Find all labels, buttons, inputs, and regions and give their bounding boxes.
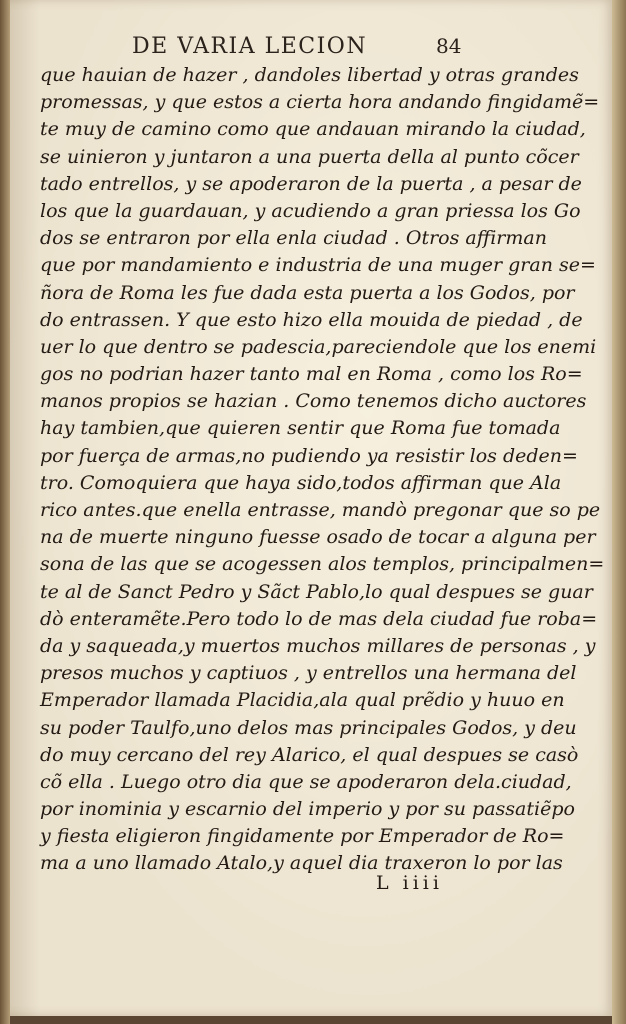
body-text xyxy=(40,62,605,878)
text-line: que hauian de hazer , dandoles libertad y otras grandes xyxy=(40,64,579,86)
text-line: se uinieron y juntaron a una puerta della al punto cõcer xyxy=(40,145,579,168)
text-line: na de muerte ninguno fuesse osado de tocar a alguna per xyxy=(40,526,596,549)
text-line: promessas, y que estos a cierta hora andando fingidamẽ= xyxy=(40,91,600,114)
text-line: ñora de Roma les fue dada esta puerta a los Godos, por xyxy=(40,281,575,304)
page-edge xyxy=(612,0,626,1024)
text-line: por inominia y escarnio del imperio y por su passatiẽpo xyxy=(40,798,575,821)
text-line: te al de Sanct Pedro y Sãct Pablo,lo qual despues se guar xyxy=(40,580,593,603)
text-line: y fiesta eligieron fingidamente por Emperador de Ro= xyxy=(40,825,565,848)
text-line: sona de las que se acogessen alos templos, principalmen= xyxy=(40,553,605,576)
text-line: presos muchos y captiuos , y entrellos una hermana del xyxy=(40,662,577,685)
page-number: 84 xyxy=(436,34,462,58)
text-line: tado entrellos, y se apoderaron de la puerta , a pesar de xyxy=(40,172,582,195)
text-line: do entrassen. Y que esto hizo ella mouida de piedad , de xyxy=(40,308,583,331)
text-line: ma a uno llamado Atalo,y aquel dia traxeron lo por las xyxy=(40,852,563,875)
text-line: que por mandamiento e industria de una muger gran se= xyxy=(40,254,596,277)
text-line: Emperador llamada Placidia,ala qual prẽdio y huuo en xyxy=(40,689,565,712)
text-line: do muy cercano del rey Alarico, el qual despues se casò xyxy=(40,743,579,766)
text-line: cõ ella . Luego otro dia que se apoderaron dela.ciudad, xyxy=(40,770,572,793)
text-line: tro. Comoquiera que haya sido,todos affirman que Ala xyxy=(40,471,562,494)
text-line: te muy de camino como que andauan mirando la ciudad, xyxy=(40,118,586,141)
text-line: los que la guardauan, y acudiendo a gran priessa los Go xyxy=(40,199,581,222)
text-line: manos propios se hazian . Como tenemos dicho auctores xyxy=(40,390,587,413)
text-line: gos no podrian hazer tanto mal en Roma , como los Ro= xyxy=(40,363,583,386)
text-line: hay tambien,que quieren sentir que Roma fue tomada xyxy=(40,417,561,440)
text-line: dos se entraron por ella enla ciudad . Otros affirman xyxy=(40,227,547,250)
text-line: rico antes.que enella entrasse, mandò pregonar que so pe xyxy=(40,499,601,521)
running-head: DE VARIA LECION xyxy=(132,34,368,59)
page-header xyxy=(0,34,612,64)
text-line: por fuerça de armas,no pudiendo ya resistir los deden= xyxy=(40,444,578,467)
signature-mark: L iiii xyxy=(376,872,443,894)
text-line: su poder Taulfo,uno delos mas principales Godos, y deu xyxy=(40,716,577,739)
text-line: da y saqueada,y muertos muchos millares de personas , y xyxy=(40,634,596,657)
page-gutter xyxy=(0,0,10,1024)
text-line: dò enteramẽte.Pero todo lo de mas dela ciudad fue roba= xyxy=(40,607,598,630)
text-line: uer lo que dentro se padescia,pareciendole que los enemi xyxy=(40,335,597,358)
